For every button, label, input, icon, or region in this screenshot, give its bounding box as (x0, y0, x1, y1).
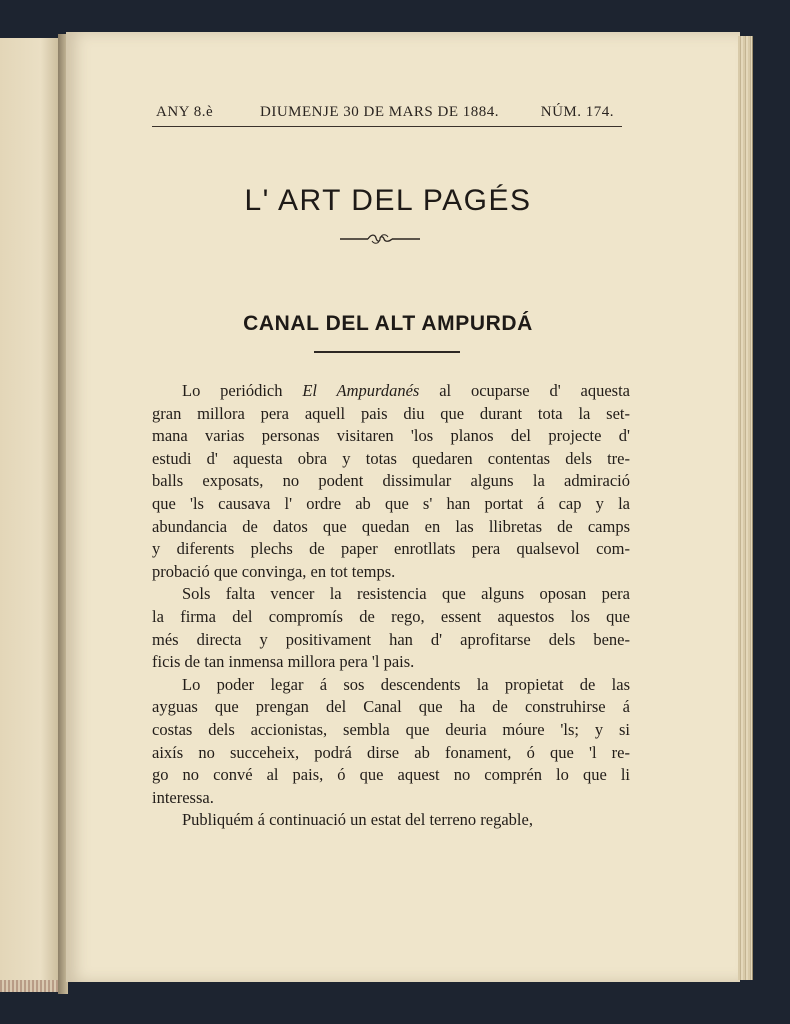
paragraph-line: la firma del compromís de rego, essent aquestos los que (152, 606, 630, 626)
running-header (152, 104, 622, 126)
paragraph-line: aixís no succeheix, podrá dirse ab fonament, ó que 'l re- (152, 742, 630, 762)
masthead-title: L' ART DEL PAGÉS (244, 184, 532, 217)
header-volume: ANY 8.è (156, 104, 214, 120)
paragraph-line: balls exposats, no podent dissimular alguns la admiració (152, 471, 630, 491)
paragraph-line: Sols falta vencer la resistencia que alguns oposan pera (182, 584, 630, 604)
page-edge-stack (738, 36, 753, 980)
paragraph-line: Lo periódich El Ampurdanés al ocuparse d' aquesta (182, 381, 630, 400)
paragraph-line: Publiquém á continuació un estat del terreno regable, (182, 810, 533, 830)
paragraph-line: ficis de tan inmensa millora pera 'l pais. (152, 652, 415, 672)
paragraph-line: estudi d' aquesta obra y totas quedaren contentas dels tre- (152, 448, 630, 468)
paragraph-line: costas dels accionistas, sembla que deuria móure 'ls; y si (152, 719, 630, 739)
paragraph-line: més directa y positivament han d' aprofitarse dels bene- (152, 629, 630, 649)
paragraph-line: go no convé al pais, ó que aquest no comprén lo que li (152, 765, 630, 785)
paragraph-line: mana varias personas visitaren 'los planos del projecte d' (152, 426, 630, 446)
paragraph-line: que 'ls causava l' ordre ab que s' han portat á cap y la (152, 493, 630, 513)
ornament-flourish-icon (338, 232, 422, 246)
left-page (0, 38, 60, 988)
left-page-edge (0, 980, 60, 992)
paragraph-line: abundancia de datos que quedan en las llibretas de camps (152, 516, 630, 536)
header-date: DIUMENJE 30 DE MARS DE 1884. (260, 104, 499, 120)
section-title: CANAL DEL ALT AMPURDÁ (243, 312, 533, 335)
paragraph-line: gran millora pera aquell pais diu que durant tota la set- (152, 403, 630, 423)
newspaper-name: El Ampurdanés (302, 381, 420, 400)
paragraph-line: probació que convinga, en tot temps. (152, 561, 396, 581)
paragraph-line: interessa. (152, 787, 214, 807)
header-rule (152, 126, 622, 127)
paragraph-line: ayguas que prengan del Canal que ha de construhirse á (152, 697, 630, 717)
paragraph-line: Lo poder legar á sos descendents la propietat de las (182, 674, 630, 694)
header-number: NÚM. 174. (540, 104, 614, 120)
section-rule (314, 351, 460, 353)
paragraph-line: y diferents plechs de paper enrotllats pera qualsevol com- (152, 539, 630, 559)
article-body (152, 380, 630, 832)
